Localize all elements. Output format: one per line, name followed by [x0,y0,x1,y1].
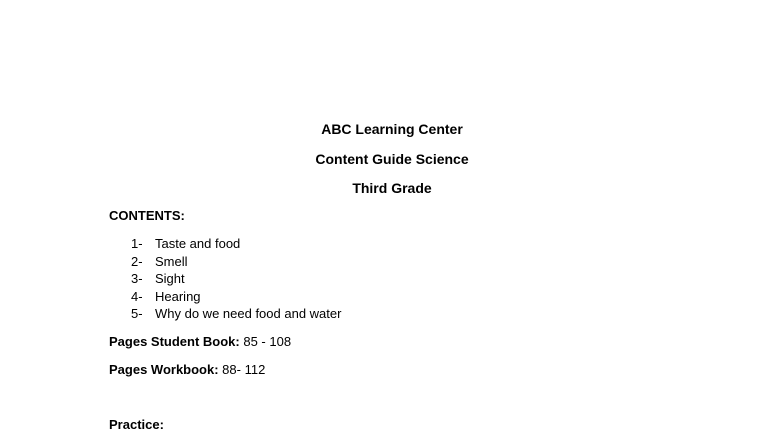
list-item-text: Smell [155,253,188,269]
contents-heading: CONTENTS: [109,208,185,223]
list-item [131,288,341,306]
practice-heading: Practice: [109,417,164,432]
school-name: ABC Learning Center [321,121,463,137]
workbook-pages [109,361,265,378]
list-item-text: Taste and food [155,236,241,251]
student-book-value: 85 - 108 [239,334,292,349]
list-item-text: Hearing [155,288,201,304]
student-book-pages [109,333,291,350]
workbook-value: 88- 112 [218,362,266,377]
guide-title: Content Guide Science [315,151,469,167]
list-item [131,235,341,253]
list-item-text: Sight [155,271,185,286]
list-item-text: Why do we need food and water [155,306,342,321]
list-item [131,270,341,288]
list-item [131,305,341,323]
list-item-number: 3- [131,271,143,286]
list-item-number: 4- [131,288,143,304]
student-book-label: Pages Student Book: [109,334,240,349]
list-item-number: 5- [131,306,143,321]
contents-list [131,235,341,323]
list-item-number: 2- [131,253,143,269]
grade-level: Third Grade [352,180,432,196]
workbook-label: Pages Workbook: [109,362,219,377]
list-item [131,253,341,271]
list-item-number: 1- [131,236,143,251]
